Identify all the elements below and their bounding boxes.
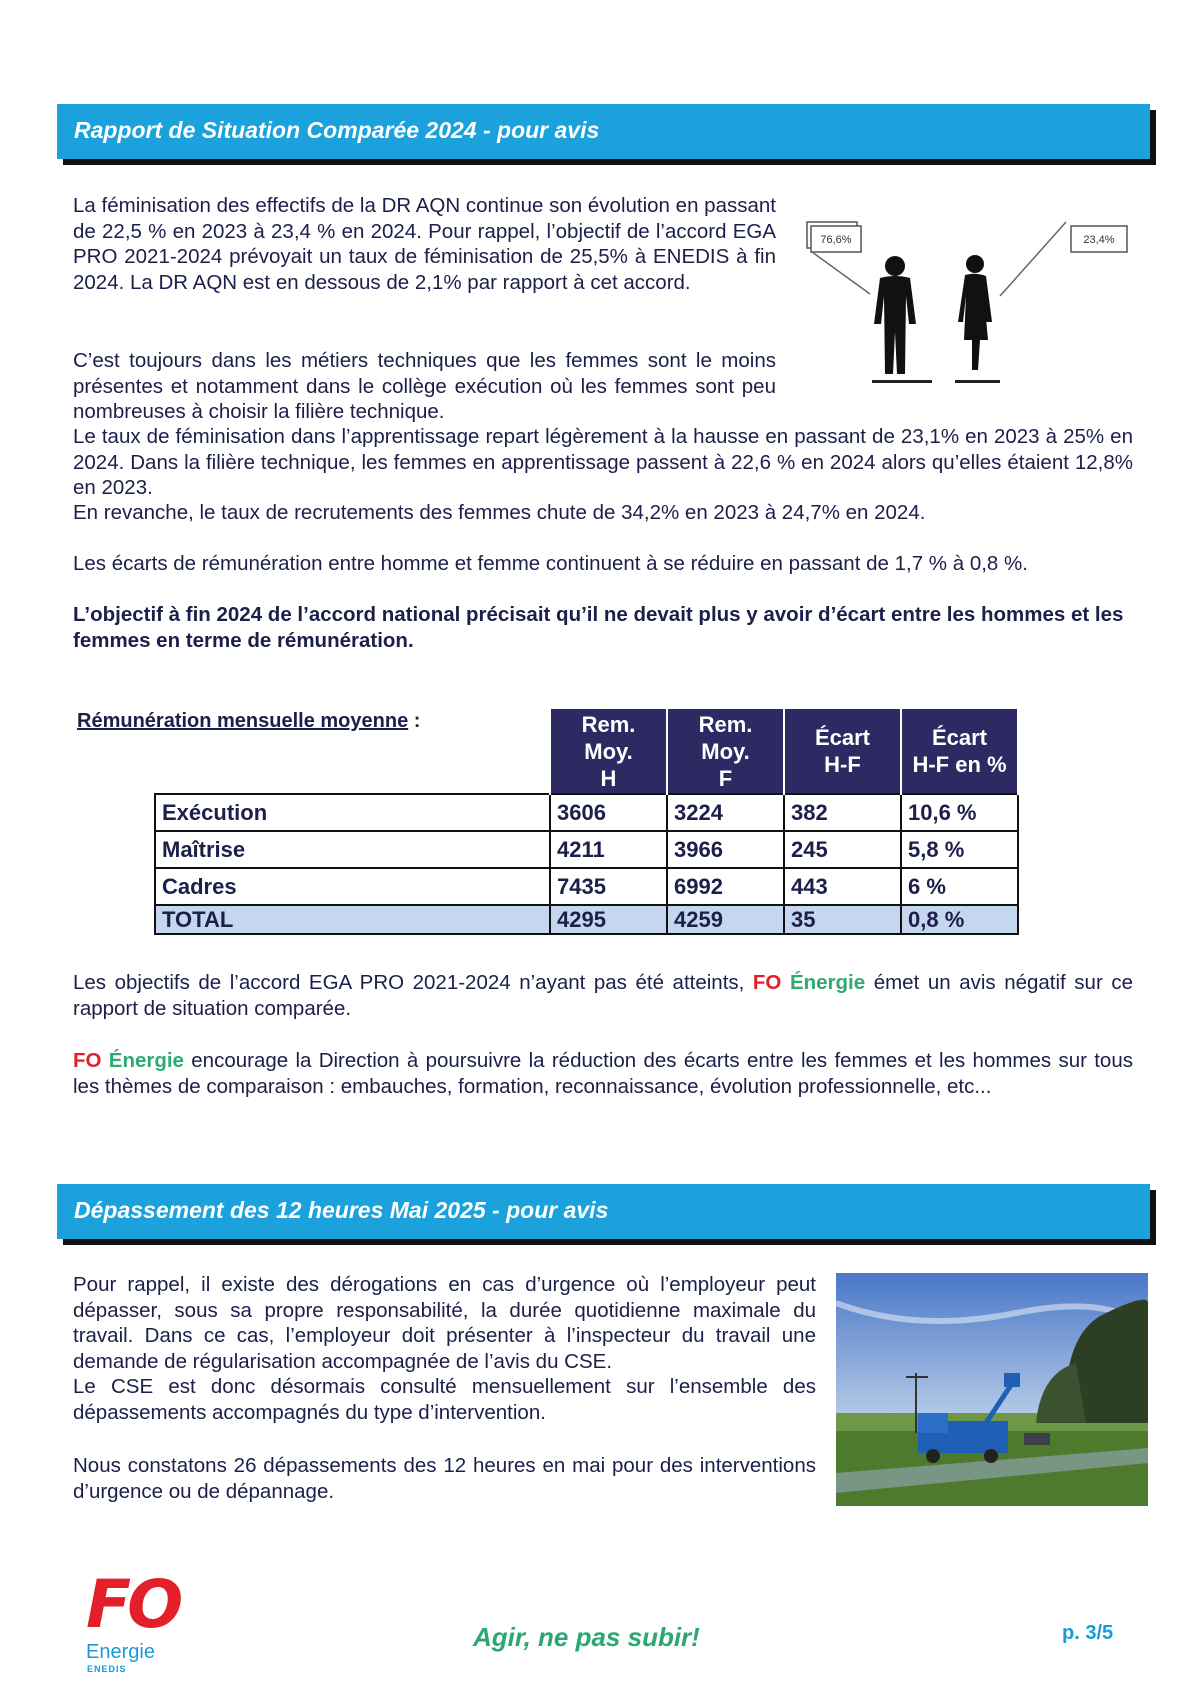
cell-rem-h: 7435 [550,868,667,905]
logo-enedis-text: ENEDIS [87,1664,127,1674]
cell-rem-f: 6992 [667,868,784,905]
cell-ecart-pct: 10,6 % [901,794,1018,831]
technical-jobs-paragraph: C’est toujours dans les métiers techniques que les femmes sont le moins présentes et notamment dans le collège exécution où les femmes sont peu nombreuses à choisir la filière technique. [73,349,776,423]
cell-rem-h: 4295 [550,905,667,934]
row-label: Cadres [155,868,550,905]
header-ecart-hf-pct: Écart H-F en % [901,709,1018,794]
man-silhouette [872,256,932,383]
pay-gap-paragraph: Les écarts de rémunération entre homme et femme continuent à se réduire en passant de 1,7 % à 0,8 %. [73,552,1028,575]
cell-rem-f: 3224 [667,794,784,831]
cell-ecart: 245 [784,831,901,868]
women-percent-label: 23,4% [1083,234,1115,246]
cell-ecart-pct: 5,8 % [901,831,1018,868]
row-label: Exécution [155,794,550,831]
findings-paragraph: Nous constatons 26 dépassements des 12 heures en mai pour des interventions d’urgence ou de dépannage. [73,1454,816,1503]
derogation-paragraph: Pour rappel, il existe des dérogations en cas d’urgence où l’employeur peut dépasser, sous sa propre responsabilité, la durée quotidienne maximale du travail. Dans ce cas, l’employeur doit présenter à l’inspecteur du travail une demande de régularisation accompagnée de l’avis du CSE. Le CSE est donc désormais consulté mensuellement sur l’ensemble des dépassements accompagnés du type d’intervention. [73,1273,816,1424]
intro-paragraph: La féminisation des effectifs de la DR AQN continue son évolution en passant de 22,5 % en 2023 à 23,4 % en 2024. Pour rappel, l’objectif de l’accord EGA PRO 2021-2024 prévoyait un taux de féminisation de 25,5% à ENEDIS à fin 2024. La DR AQN est en dessous de 2,1% par rapport à cet accord. [73,194,776,294]
brand-fo: FO [73,1049,102,1072]
table-header-blank [155,709,550,794]
table-caption-text: Rémunération mensuelle moyenne [77,710,409,732]
header-rem-moy-h: Rem. Moy. H [550,709,667,794]
women-label-box [1071,226,1127,252]
section-banner-rsc [57,104,1150,159]
recruitment-paragraph: En revanche, le taux de recrutements des femmes chute de 34,2% en 2023 à 24,7% en 2024. [73,501,926,524]
brand-energie: Énergie [789,971,866,994]
conclusion-paragraph: Les objectifs de l’accord EGA PRO 2021-2024 n’ayant pas été atteints, FO Énergie émet un avis négatif sur ce rapport de situation comparée. [73,971,1133,1020]
row-label: Maîtrise [155,831,550,868]
fo-energie-logo [86,1566,186,1680]
cell-ecart-pct: 6 % [901,868,1018,905]
row-label: TOTAL [155,905,550,934]
slogan: Agir, ne pas subir! [473,1622,700,1652]
cell-ecart: 443 [784,868,901,905]
table-row [155,794,1018,831]
cell-rem-h: 3606 [550,794,667,831]
table-caption-colon: : [408,710,421,732]
section-title: Rapport de Situation Comparée 2024 - pour avis [74,117,600,143]
brand-fo: FO [752,971,782,994]
national-objective-paragraph: L’objectif à fin 2024 de l’accord national précisait qu’il ne devait plus y avoir d’écart entre les hommes et les femmes en terme de rémunération. [73,603,1124,652]
encouragement-paragraph: FO Énergie encourage la Direction à poursuivre la réduction des écarts entre les femmes et les hommes sur tous les thèmes de comparaison : embauches, formation, reconnaissance, évolution professionnelle, etc... [73,1049,1133,1098]
table-header-row [155,709,1018,794]
page-number: p. 3/5 [1062,1622,1114,1644]
header-ecart-hf: Écart H-F [784,709,901,794]
logo-fo-text: FO [86,1566,180,1643]
cell-rem-f: 3966 [667,831,784,868]
apprenticeship-paragraph: Le taux de féminisation dans l’apprentissage repart légèrement à la hausse en passant de 23,1% en 2023 à 25% en 2024. Dans la filière technique, les femmes en apprentissage passent à 22,6 % en 2024 alors qu’elles étaient 12,8% en 2023. [73,425,1133,499]
men-label-box [807,222,861,252]
cell-rem-f: 4259 [667,905,784,934]
gender-ratio-illustration [800,212,1140,392]
cell-ecart-pct: 0,8 % [901,905,1018,934]
cell-ecart: 382 [784,794,901,831]
utility-truck-photo [836,1273,1148,1506]
section-banner-depassement [57,1184,1150,1239]
woman-silhouette [955,255,1000,383]
logo-energie-text: Energie [86,1641,155,1663]
men-percent-label: 76,6% [820,234,852,246]
table-row [155,868,1018,905]
cell-rem-h: 4211 [550,831,667,868]
remuneration-table [154,709,1019,935]
cell-ecart: 35 [784,905,901,934]
table-total-row [155,905,1018,934]
table-row [155,831,1018,868]
brand-energie: Énergie [108,1049,184,1072]
header-rem-moy-f: Rem. Moy. F [667,709,784,794]
section-title: Dépassement des 12 heures Mai 2025 - pour avis [74,1197,609,1223]
